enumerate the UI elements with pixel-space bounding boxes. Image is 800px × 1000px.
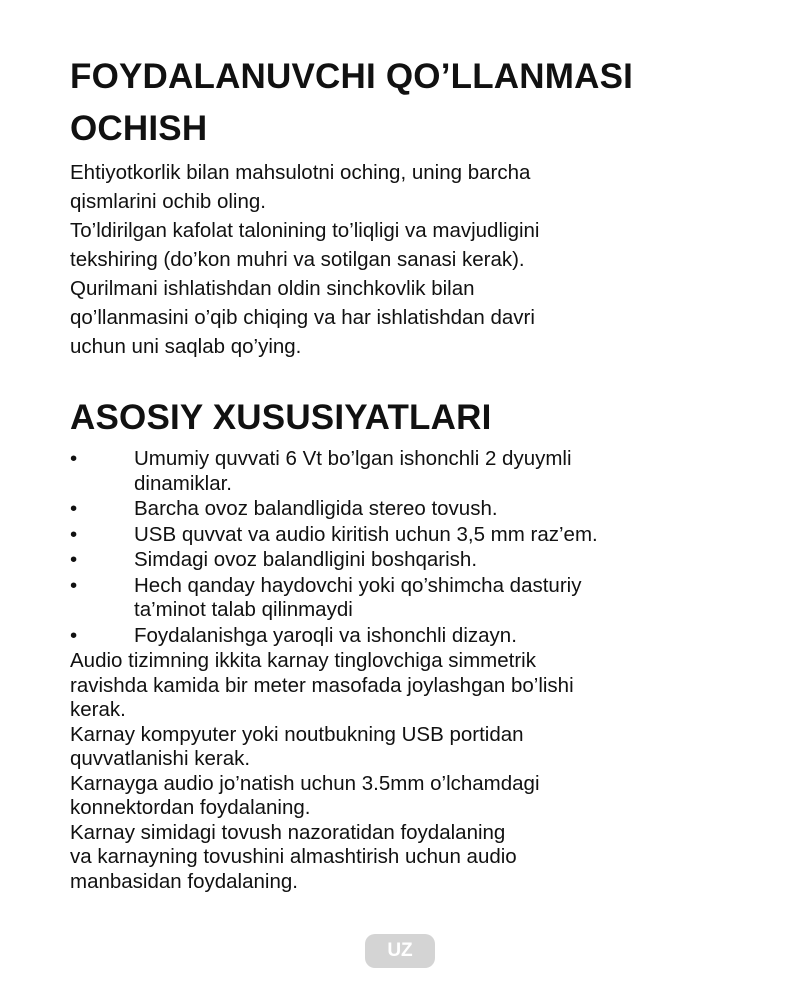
list-item — [70, 497, 750, 522]
list-item-line: dinamiklar. — [134, 471, 232, 495]
paragraph-line: konnektordan foydalaning. — [70, 796, 311, 819]
list-item-line: Simdagi ovoz balandligini boshqarish. — [134, 548, 478, 571]
list-item-line: Barcha ovoz balandligida stereo tovush. — [134, 497, 498, 520]
bullet-icon: • — [70, 522, 78, 546]
paragraph-line: va karnayning tovushini almashtirish uchun audio — [70, 845, 517, 868]
opening-text — [70, 158, 750, 361]
list-item — [70, 523, 750, 548]
list-item-line: USB quvvat va audio kiritish uchun 3,5 mm raz’em. — [134, 522, 598, 546]
list-item-line: Foydalanishga yaroqli va ishonchli dizayn. — [134, 623, 517, 647]
paragraph-line: qo’llanmasini o’qib chiqing va har ishlatishdan davri — [70, 306, 535, 329]
bullet-icon: • — [70, 497, 78, 520]
paragraph-line: To’ldirilgan kafolat talonining to’liqligi va mavjudligini — [70, 219, 540, 242]
usage-notes — [70, 649, 750, 894]
list-item — [70, 574, 750, 623]
paragraph-line: Karnay simidagi tovush nazoratidan foydalaning — [70, 820, 506, 844]
paragraph-line: manbasidan foydalaning. — [70, 869, 298, 893]
paragraph-line: kerak. — [70, 698, 126, 721]
list-item — [70, 447, 750, 496]
list-item-line: Hech qanday haydovchi yoki qo’shimcha dasturiy — [134, 573, 582, 597]
paragraph-line: ravishda kamida bir meter masofada joylashgan bo’lishi — [70, 673, 574, 697]
bullet-icon: • — [70, 447, 78, 470]
paragraph-line: Karnay kompyuter yoki noutbukning USB portidan — [70, 722, 524, 746]
paragraph-line: Qurilmani ishlatishdan oldin sinchkovlik bilan — [70, 277, 475, 300]
bullet-icon: • — [70, 573, 78, 597]
paragraph-line: Karnayga audio jo’natish uchun 3.5mm o’lchamdagi — [70, 771, 540, 795]
paragraph-line: uchun uni saqlab qo’ying. — [70, 335, 302, 358]
list-item-line: ta’minot talab qilinmaydi — [134, 598, 353, 621]
language-badge: UZ — [365, 934, 435, 968]
paragraph-line: quvvatlanishi kerak. — [70, 747, 251, 770]
document-title: FOYDALANUVCHI QO’LLANMASI — [70, 57, 634, 96]
list-item — [70, 548, 750, 573]
paragraph-line: qismlarini ochib oling. — [70, 190, 266, 213]
paragraph-line: tekshiring (do’kon muhri va sotilgan sanasi kerak). — [70, 248, 525, 271]
paragraph-line: Ehtiyotkorlik bilan mahsulotni oching, uning barcha — [70, 161, 531, 184]
features-heading: ASOSIY XUSUSIYATLARI — [70, 398, 492, 437]
bullet-icon: • — [70, 623, 78, 647]
opening-heading: OCHISH — [70, 109, 208, 148]
paragraph-line: Audio tizimning ikkita karnay tinglovchiga simmetrik — [70, 649, 536, 672]
manual-page — [70, 52, 750, 894]
list-item-line: Umumiy quvvati 6 Vt bo’lgan ishonchli 2 dyuymli — [134, 447, 572, 470]
bullet-icon: • — [70, 548, 78, 571]
features-list — [70, 447, 750, 648]
list-item — [70, 624, 750, 649]
